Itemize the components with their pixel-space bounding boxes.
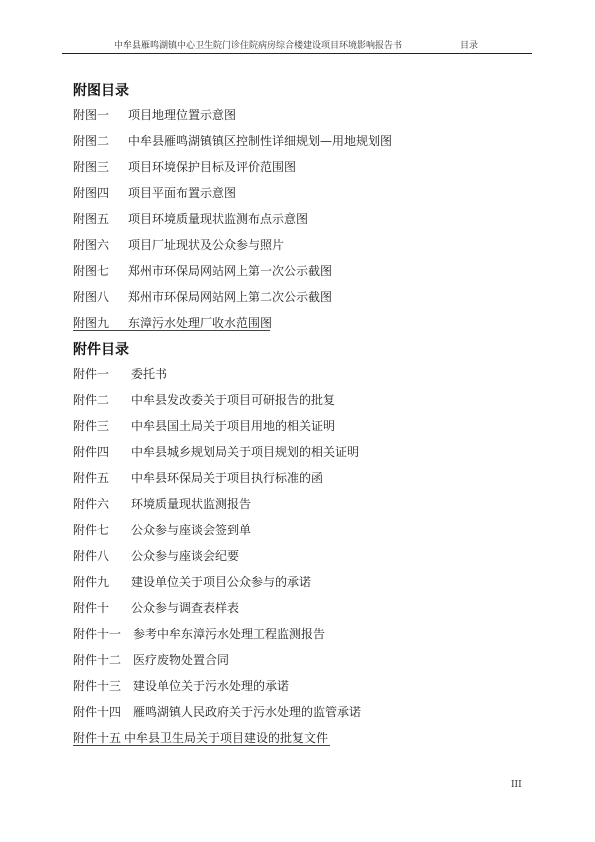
appendix-title: 建设单位关于污水处理的承诺 — [133, 679, 290, 693]
figure-number: 附图二 — [73, 134, 110, 148]
appendix-number: 附件一 — [73, 367, 110, 381]
appendix-number: 附件七 — [73, 523, 110, 537]
appendix-number: 附件十 — [73, 601, 110, 615]
figure-number: 附图一 — [73, 108, 110, 122]
appendix-title: 中牟县国土局关于项目用地的相关证明 — [131, 419, 336, 433]
appendix-number: 附件十五 — [73, 731, 122, 745]
appendix-number: 附件十三 — [73, 679, 122, 693]
appendix-title: 参考中牟东漳污水处理工程监测报告 — [133, 627, 326, 641]
appendix-number: 附件十二 — [73, 653, 122, 667]
appendix-title: 中牟县发改委关于项目可研报告的批复 — [131, 393, 336, 407]
appendix-title: 建设单位关于项目公众参与的承诺 — [131, 575, 312, 589]
figure-number: 附图八 — [73, 290, 110, 304]
page-number: III — [511, 780, 522, 790]
figure-number: 附图四 — [73, 186, 110, 200]
figure-title: 项目环境保护目标及评价范围图 — [128, 160, 297, 174]
appendix-number: 附件十四 — [73, 705, 122, 719]
toc-figure-entry-link[interactable] — [73, 314, 273, 331]
toc-appendix-entry-link[interactable] — [73, 729, 330, 746]
figure-number: 附图九 — [73, 316, 110, 330]
appendix-title: 公众参与座谈会签到单 — [131, 523, 252, 537]
header-divider — [62, 53, 532, 54]
figures-heading: 附图目录 — [73, 83, 129, 99]
figure-title: 郑州市环保局网站网上第二次公示截图 — [128, 290, 333, 304]
figure-title: 项目地理位置示意图 — [128, 108, 237, 122]
figure-number: 附图六 — [73, 238, 110, 252]
appendix-title: 雁鸣湖镇人民政府关于污水处理的监管承诺 — [133, 705, 362, 719]
appendix-number: 附件六 — [73, 497, 110, 511]
appendices-heading: 附件目录 — [73, 342, 129, 358]
report-title: 中牟县雁鸣湖镇中心卫生院门诊住院病房综合楼建设项目环境影响报告书 — [114, 41, 403, 51]
appendix-number: 附件二 — [73, 393, 110, 407]
page-header — [62, 38, 532, 52]
figure-number: 附图五 — [73, 212, 110, 226]
appendix-title: 公众参与座谈会纪要 — [131, 549, 240, 563]
appendix-title: 中牟县卫生局关于项目建设的批复文件 — [124, 731, 329, 745]
appendix-number: 附件十一 — [73, 627, 122, 641]
appendix-number: 附件九 — [73, 575, 110, 589]
figure-title: 项目厂址现状及公众参与照片 — [128, 238, 285, 252]
figure-title: 郑州市环保局网站网上第一次公示截图 — [128, 264, 333, 278]
section-label: 目录 — [460, 41, 479, 51]
appendix-number: 附件八 — [73, 549, 110, 563]
appendix-title: 公众参与调查表样表 — [131, 601, 240, 615]
figure-title: 东漳污水处理厂收水范围图 — [128, 316, 273, 330]
appendix-title: 医疗废物处置合同 — [133, 653, 230, 667]
appendix-number: 附件三 — [73, 419, 110, 433]
figure-title: 项目平面布置示意图 — [128, 186, 237, 200]
appendix-title: 中牟县城乡规划局关于项目规划的相关证明 — [131, 445, 360, 459]
figure-number: 附图七 — [73, 264, 110, 278]
appendix-title: 环境质量现状监测报告 — [131, 497, 252, 511]
figure-title: 中牟县雁鸣湖镇镇区控制性详细规划—用地规划图 — [128, 134, 393, 148]
appendix-number: 附件五 — [73, 471, 110, 485]
appendix-number: 附件四 — [73, 445, 110, 459]
appendix-title: 委托书 — [131, 367, 168, 381]
appendix-title: 中牟县环保局关于项目执行标准的函 — [131, 471, 324, 485]
figure-number: 附图三 — [73, 160, 110, 174]
figure-title: 项目环境质量现状监测布点示意图 — [128, 212, 309, 226]
